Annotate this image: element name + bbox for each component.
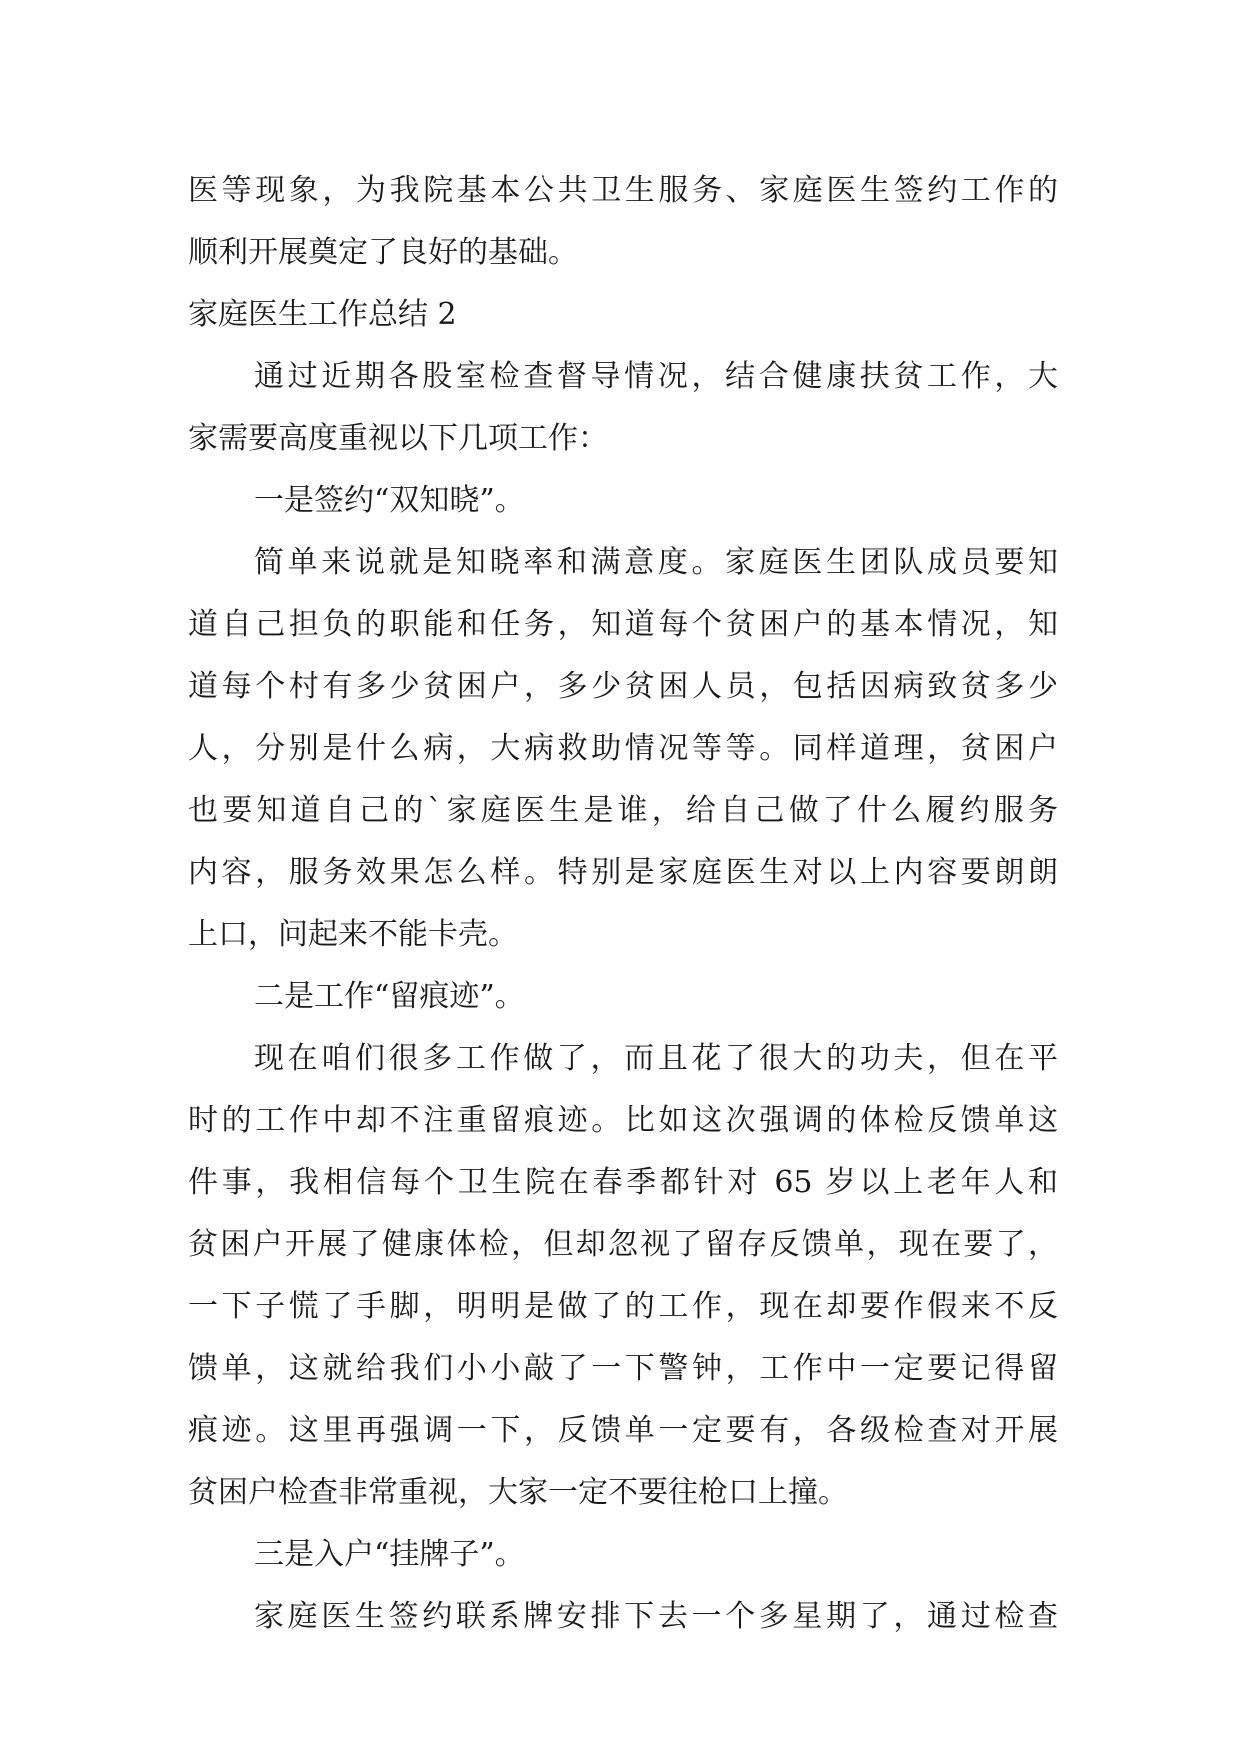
text-line: 二是工作“留痕迹”。	[254, 979, 525, 1014]
text-line: 道自己担负的职能和任务，知道每个贫困户的基本情况，知	[188, 607, 1058, 642]
text-line: 一下子慌了手脚，明明是做了的工作，现在却要作假来不反	[188, 1289, 1058, 1324]
text-line: 内容，服务效果怎么样。特别是家庭医生对以上内容要朗朗	[188, 855, 1058, 890]
text-line: 现在咱们很多工作做了，而且花了很大的功夫，但在平	[254, 1041, 1058, 1076]
text-line: 简单来说就是知晓率和满意度。家庭医生团队成员要知	[254, 545, 1058, 580]
text-line: 顺利开展奠定了良好的基础。	[188, 235, 578, 270]
text-line: 一是签约“双知晓”。	[254, 483, 525, 518]
text-line: 道每个村有多少贫困户，多少贫困人员，包括因病致贫多少	[188, 669, 1058, 704]
text-line: 贫困户检查非常重视，大家一定不要往枪口上撞。	[188, 1475, 848, 1510]
text-line: 家需要高度重视以下几项工作：	[188, 421, 608, 456]
text-line: 医等现象，为我院基本公共卫生服务、家庭医生签约工作的	[188, 173, 1058, 208]
text-line: 通过近期各股室检查督导情况，结合健康扶贫工作，大	[254, 359, 1058, 394]
section-heading: 家庭医生工作总结 2	[188, 297, 457, 332]
text-line: 时的工作中却不注重留痕迹。比如这次强调的体检反馈单这	[188, 1103, 1058, 1138]
text-line: 也要知道自己的`家庭医生是谁，给自己做了什么履约服务	[188, 793, 1058, 828]
text-line: 人，分别是什么病，大病救助情况等等。同样道理，贫困户	[188, 731, 1058, 766]
text-line: 上口，问起来不能卡壳。	[188, 917, 518, 952]
text-line: 三是入户“挂牌子”。	[254, 1537, 525, 1572]
text-line: 件事，我相信每个卫生院在春季都针对 65 岁以上老年人和	[188, 1165, 1058, 1200]
text-line: 家庭医生签约联系牌安排下去一个多星期了，通过检查	[254, 1599, 1058, 1634]
text-line: 痕迹。这里再强调一下，反馈单一定要有，各级检查对开展	[188, 1413, 1058, 1448]
text-line: 贫困户开展了健康体检，但却忽视了留存反馈单，现在要了，	[188, 1227, 1058, 1262]
document-body	[188, 160, 1058, 1648]
text-line: 馈单，这就给我们小小敲了一下警钟，工作中一定要记得留	[188, 1351, 1058, 1386]
